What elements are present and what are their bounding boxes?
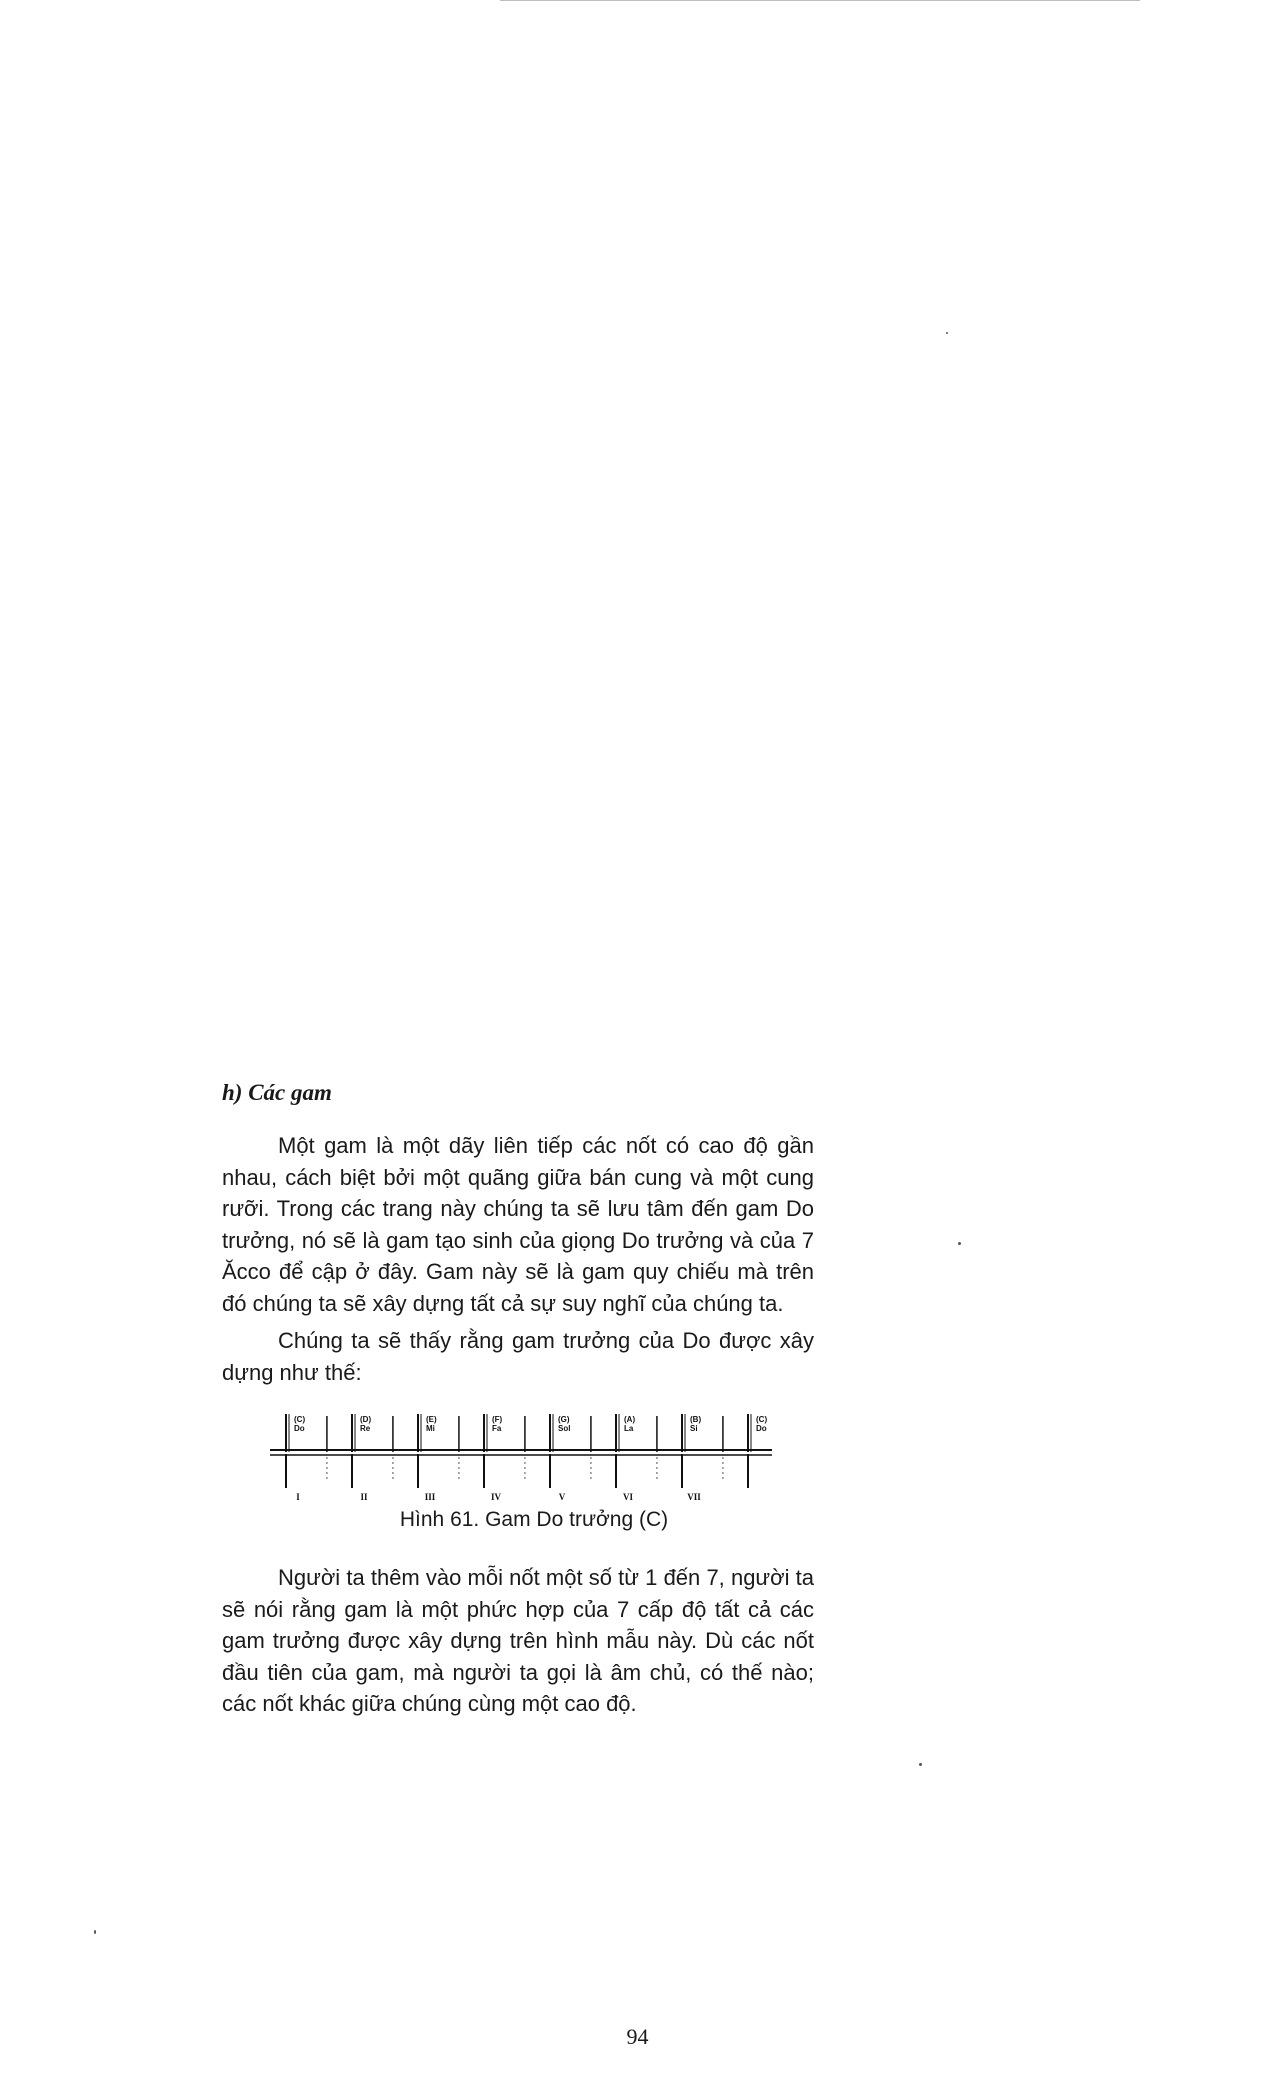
scale-diagram <box>266 1402 786 1502</box>
degree-label: V <box>558 1492 566 1502</box>
degree-label: VI <box>622 1492 634 1502</box>
note-letter-label: (A) <box>624 1415 636 1424</box>
note-letter-label: (F) <box>492 1415 503 1424</box>
note-name-label: Re <box>360 1424 371 1433</box>
degree-label: VII <box>687 1492 701 1502</box>
note-name-label: Sol <box>558 1424 571 1433</box>
scan-speck <box>94 1930 96 1934</box>
note-letter-label: (B) <box>690 1415 702 1424</box>
scale-figure <box>222 1402 814 1502</box>
degree-label: II <box>360 1492 368 1502</box>
paragraph-scale-intro: Chúng ta sẽ thấy rằng gam trưởng của Do được xây dựng như thế: <box>222 1328 814 1385</box>
figure-caption: Hình 61. Gam Do trưởng (C) <box>399 1508 669 1531</box>
paragraph-scale-degrees: Người ta thêm vào mỗi nốt một số từ 1 đến 7, người ta sẽ nói rằng gam là một phức hợp của 7 cấp độ tất cả các gam trưởng được xây dựng trên hình mẫu này. Dù các nốt đầu tiên của gam, mà người ta gọi là âm chủ, có thế nào; các nốt khác giữa chúng cùng một cao độ. <box>222 1565 814 1716</box>
note-letter-label: (G) <box>558 1415 570 1424</box>
note-letter-label: (E) <box>426 1415 437 1424</box>
degree-label: III <box>424 1492 436 1502</box>
page-number: 94 <box>626 2024 649 2049</box>
scan-speck <box>958 1242 961 1245</box>
paragraph-scale-definition: Một gam là một dãy liên tiếp các nốt có cao độ gần nhau, cách biệt bởi một quãng giữa bán cung và một cung rưỡi. Trong các trang này chúng ta sẽ lưu tâm đến gam Do trưởng, nó sẽ là gam tạo sinh của giọng Do trưởng và của 7 Ăcco để cập ở đây. Gam này sẽ là gam quy chiếu mà trên đó chúng ta sẽ xây dựng tất cả sự suy nghĩ của chúng ta. <box>222 1133 814 1316</box>
note-name-label: Do <box>294 1424 305 1433</box>
page-content <box>222 1080 814 1726</box>
note-name-label: Mi <box>426 1424 435 1433</box>
top-edge-rule <box>500 0 1140 1</box>
note-letter-label: (C) <box>294 1415 306 1424</box>
section-heading: h) Các gam <box>222 1080 332 1105</box>
degree-label: I <box>296 1492 300 1502</box>
note-name-label: Do <box>756 1424 767 1433</box>
note-letter-label: (C) <box>756 1415 768 1424</box>
note-name-label: Si <box>690 1424 698 1433</box>
note-name-label: Fa <box>492 1424 502 1433</box>
scan-speck <box>919 1763 922 1766</box>
degree-label: IV <box>490 1492 502 1502</box>
note-name-label: La <box>624 1424 634 1433</box>
note-letter-label: (D) <box>360 1415 372 1424</box>
scan-speck <box>946 332 948 334</box>
